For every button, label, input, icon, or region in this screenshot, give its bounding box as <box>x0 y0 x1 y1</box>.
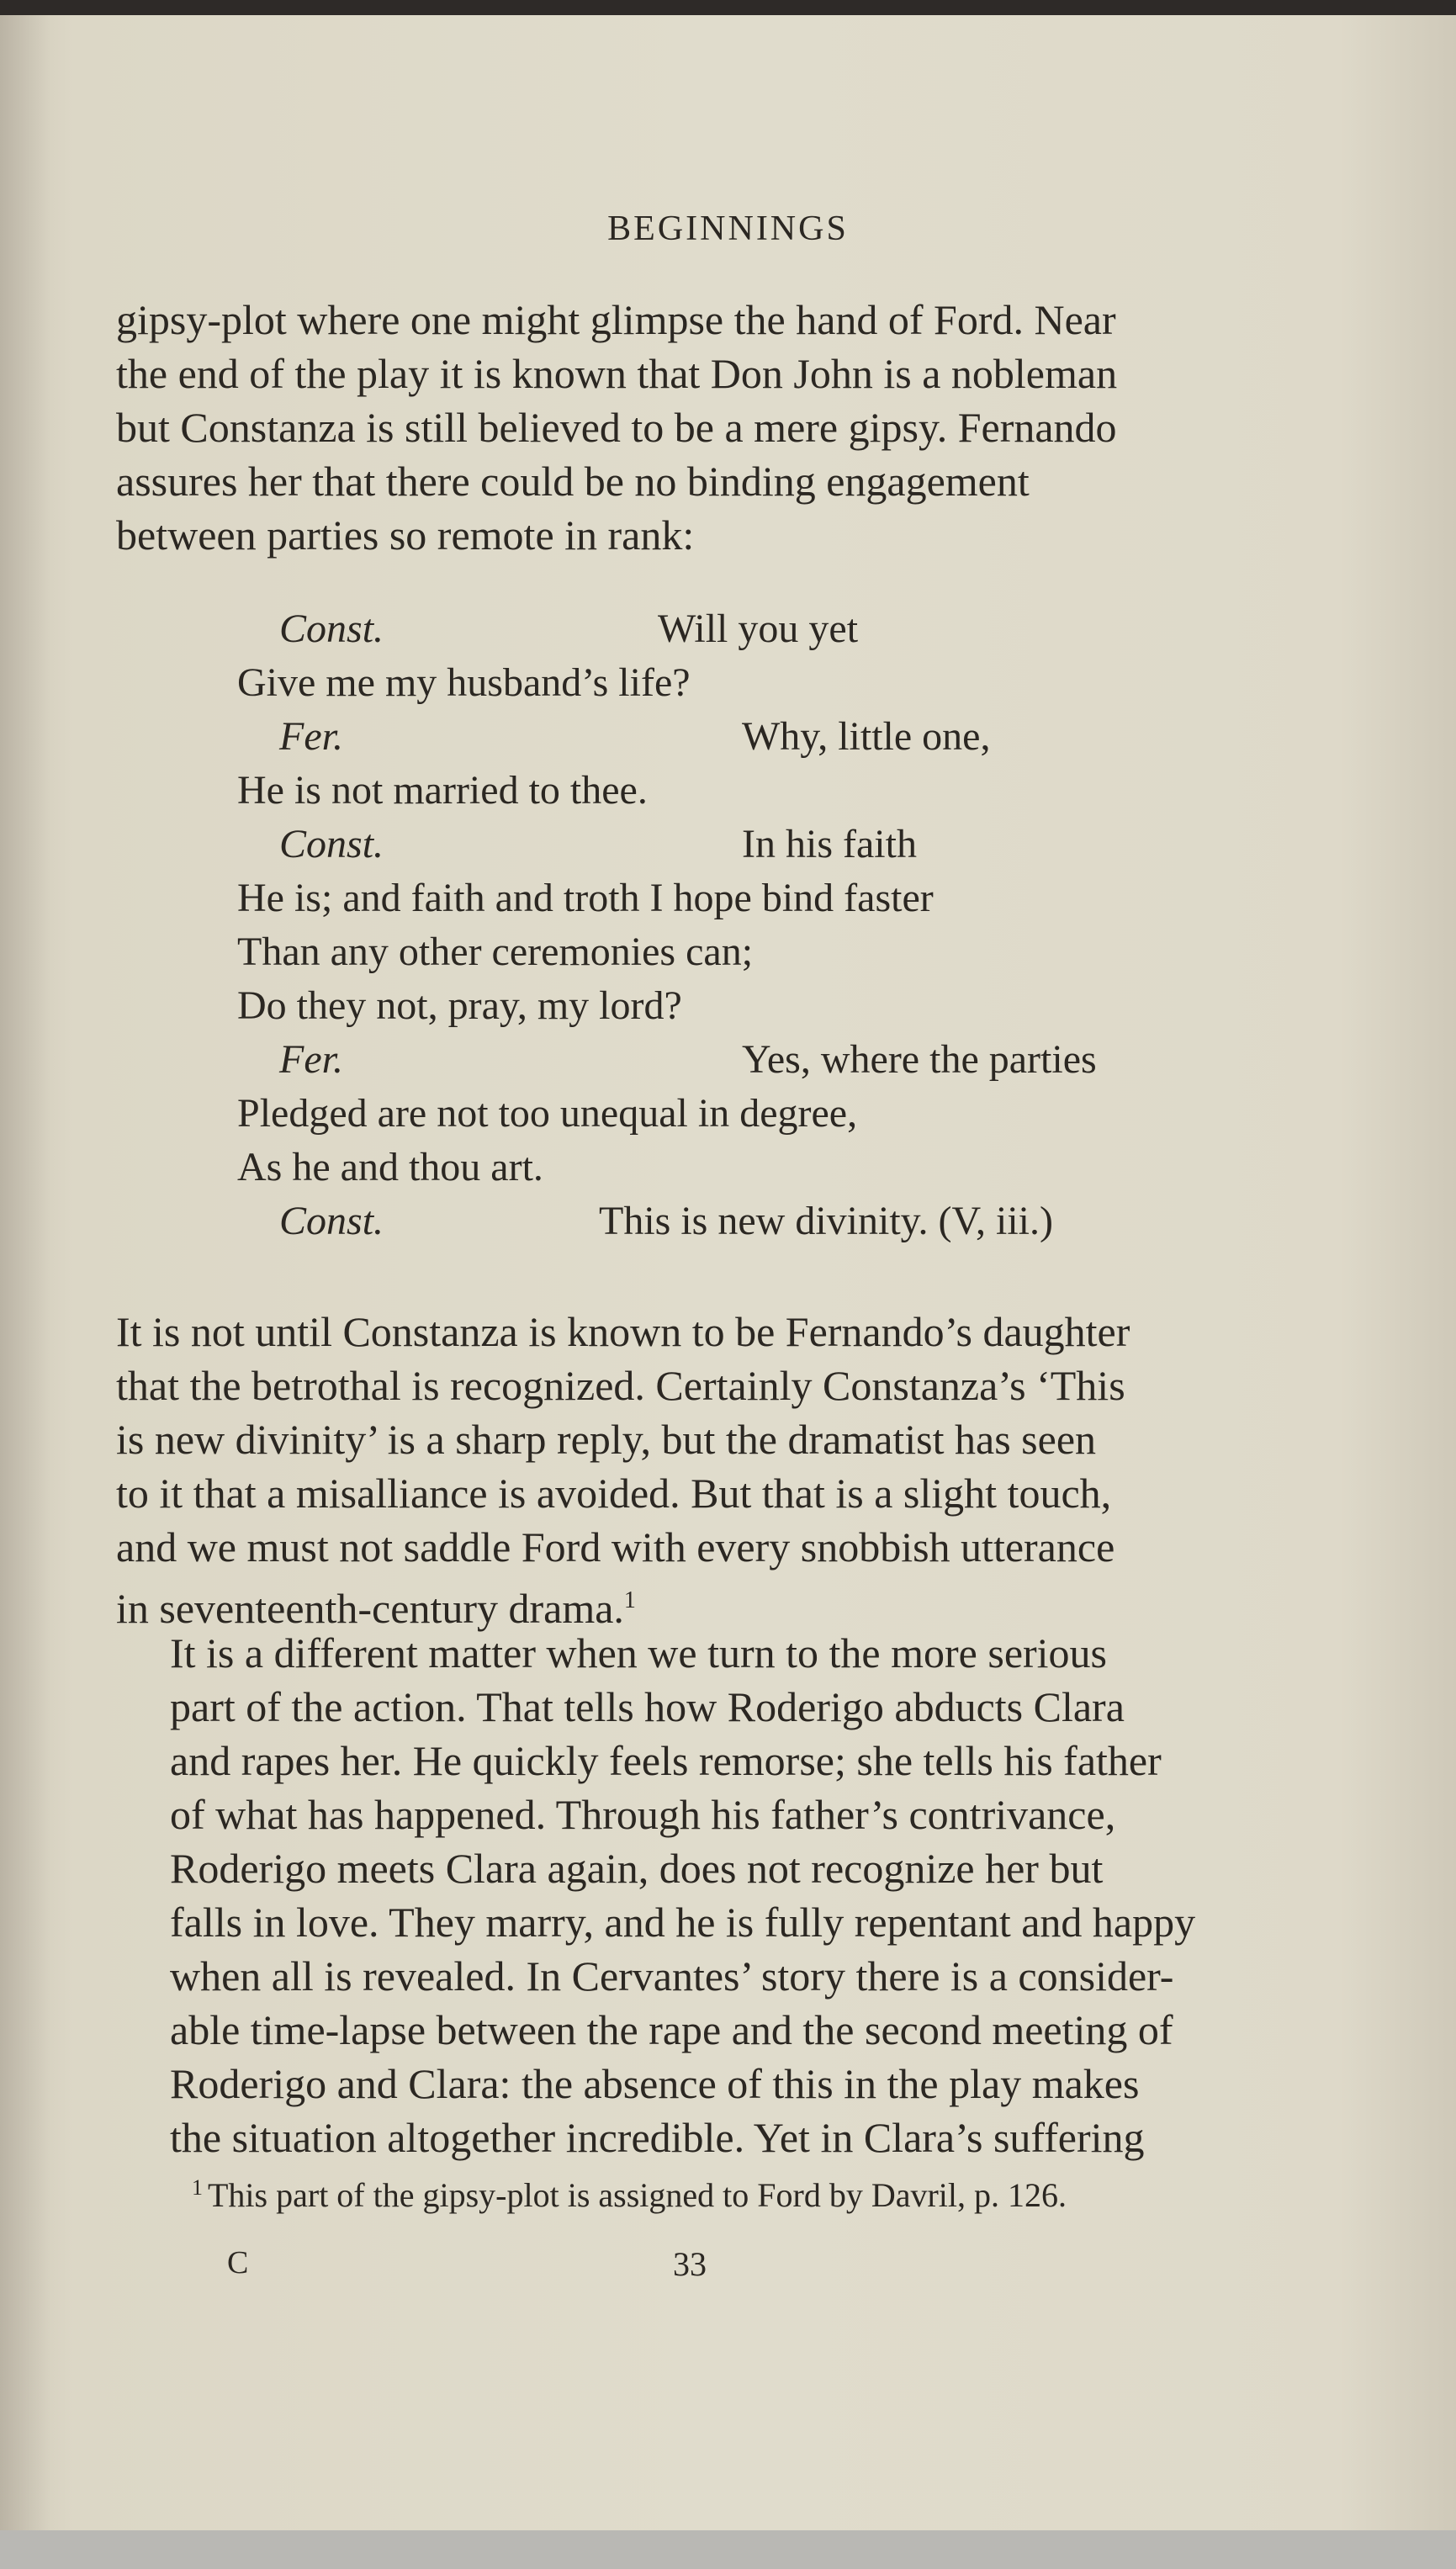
verse-text: Than any other ceremonies can; <box>237 930 754 974</box>
speaker-name: Const. <box>279 606 384 651</box>
text-line: able time-lapse between the rape and the second meeting of <box>170 2006 1173 2053</box>
text-line-content: in seventeenth-century drama. <box>116 1585 624 1632</box>
text-line: Roderigo and Clara: the absence of this in the play makes <box>170 2060 1140 2107</box>
verse-line <box>237 925 1162 979</box>
page-number: 33 <box>673 2245 707 2283</box>
speaker-name: Const. <box>279 1199 384 1243</box>
verse-line <box>237 602 1162 656</box>
verse-text: Give me my husband’s life? <box>237 660 691 705</box>
verse-line <box>237 1141 1162 1194</box>
text-line: of what has happened. Through his father’s contrivance, <box>170 1791 1116 1838</box>
verse-text: He is not married to thee. <box>237 768 648 813</box>
speaker-name: Const. <box>279 822 384 866</box>
text-line: is new divinity’ is a sharp reply, but the dramatist has seen <box>116 1416 1097 1463</box>
backdrop-bottom <box>0 2524 1456 2569</box>
footnote-text: This part of the gipsy-plot is assigned to Ford by Davril, p. 126. <box>208 2176 1067 2214</box>
text-line: assures her that there could be no binding engagement <box>116 458 1030 505</box>
footnote <box>192 2175 1067 2215</box>
text-line: when all is revealed. In Cervantes’ story there is a consider- <box>170 1952 1174 2000</box>
verse-line <box>237 871 1162 925</box>
verse-text: He is; and faith and troth I hope bind faster <box>237 876 934 920</box>
verse-line <box>237 710 1162 764</box>
verse-text: Pledged are not too unequal in degree, <box>237 1091 858 1136</box>
text-line: Roderigo meets Clara again, does not recognize her but <box>170 1845 1104 1892</box>
footnote-mark: 1 <box>192 2175 203 2200</box>
verse-text: As he and thou art. <box>237 1145 543 1189</box>
verse-line <box>237 979 1162 1033</box>
book-page <box>0 15 1456 2530</box>
verse-text: In his faith <box>742 822 917 866</box>
gutter-shadow <box>0 15 50 2530</box>
speaker-name: Fer. <box>279 1037 343 1082</box>
text-line: the end of the play it is known that Don John is a nobleman <box>116 350 1118 397</box>
text-line: that the betrothal is recognized. Certainly Constanza’s ‘This <box>116 1362 1125 1409</box>
verse-line <box>237 656 1162 710</box>
speaker-name: Fer. <box>279 714 343 759</box>
text-line: between parties so remote in rank: <box>116 511 695 559</box>
running-head: BEGINNINGS <box>607 209 849 248</box>
verse-line <box>237 1194 1162 1248</box>
verse-line <box>237 818 1162 871</box>
verse-text: Do they not, pray, my lord? <box>237 983 682 1028</box>
text-line: and rapes her. He quickly feels remorse; she tells his father <box>170 1737 1162 1784</box>
paragraph-3 <box>116 1626 1226 2164</box>
footnote-reference: 1 <box>623 1587 636 1613</box>
text-line: falls in love. They marry, and he is fully repentant and happy <box>170 1899 1196 1946</box>
verse-line <box>237 1033 1162 1087</box>
paragraph-1 <box>116 293 1226 562</box>
paragraph-2 <box>116 1305 1226 1635</box>
text-line: and we must not saddle Ford with every snobbish utterance <box>116 1523 1115 1571</box>
signature-mark: C <box>227 2245 249 2280</box>
verse-text: Why, little one, <box>742 714 991 759</box>
verse-text: Yes, where the parties <box>742 1037 1097 1082</box>
text-line: but Constanza is still believed to be a mere gipsy. Fernando <box>116 404 1117 451</box>
verse-line <box>237 1087 1162 1141</box>
text-line: the situation altogether incredible. Yet in Clara’s suffering <box>170 2114 1145 2161</box>
text-line: gipsy-plot where one might glimpse the hand of Ford. Near <box>116 296 1116 343</box>
verse-line <box>237 764 1162 818</box>
text-line: part of the action. That tells how Roderigo abducts Clara <box>170 1683 1125 1730</box>
verse-text: This is new divinity. (V, iii.) <box>599 1199 1053 1243</box>
text-line: to it that a misalliance is avoided. But that is a slight touch, <box>116 1470 1112 1517</box>
verse-text: Will you yet <box>658 606 859 651</box>
text-line: It is a different matter when we turn to the more serious <box>170 1629 1108 1676</box>
verse-quotation <box>237 602 1162 1248</box>
text-line: It is not until Constanza is known to be Fernando’s daughter <box>116 1308 1130 1355</box>
